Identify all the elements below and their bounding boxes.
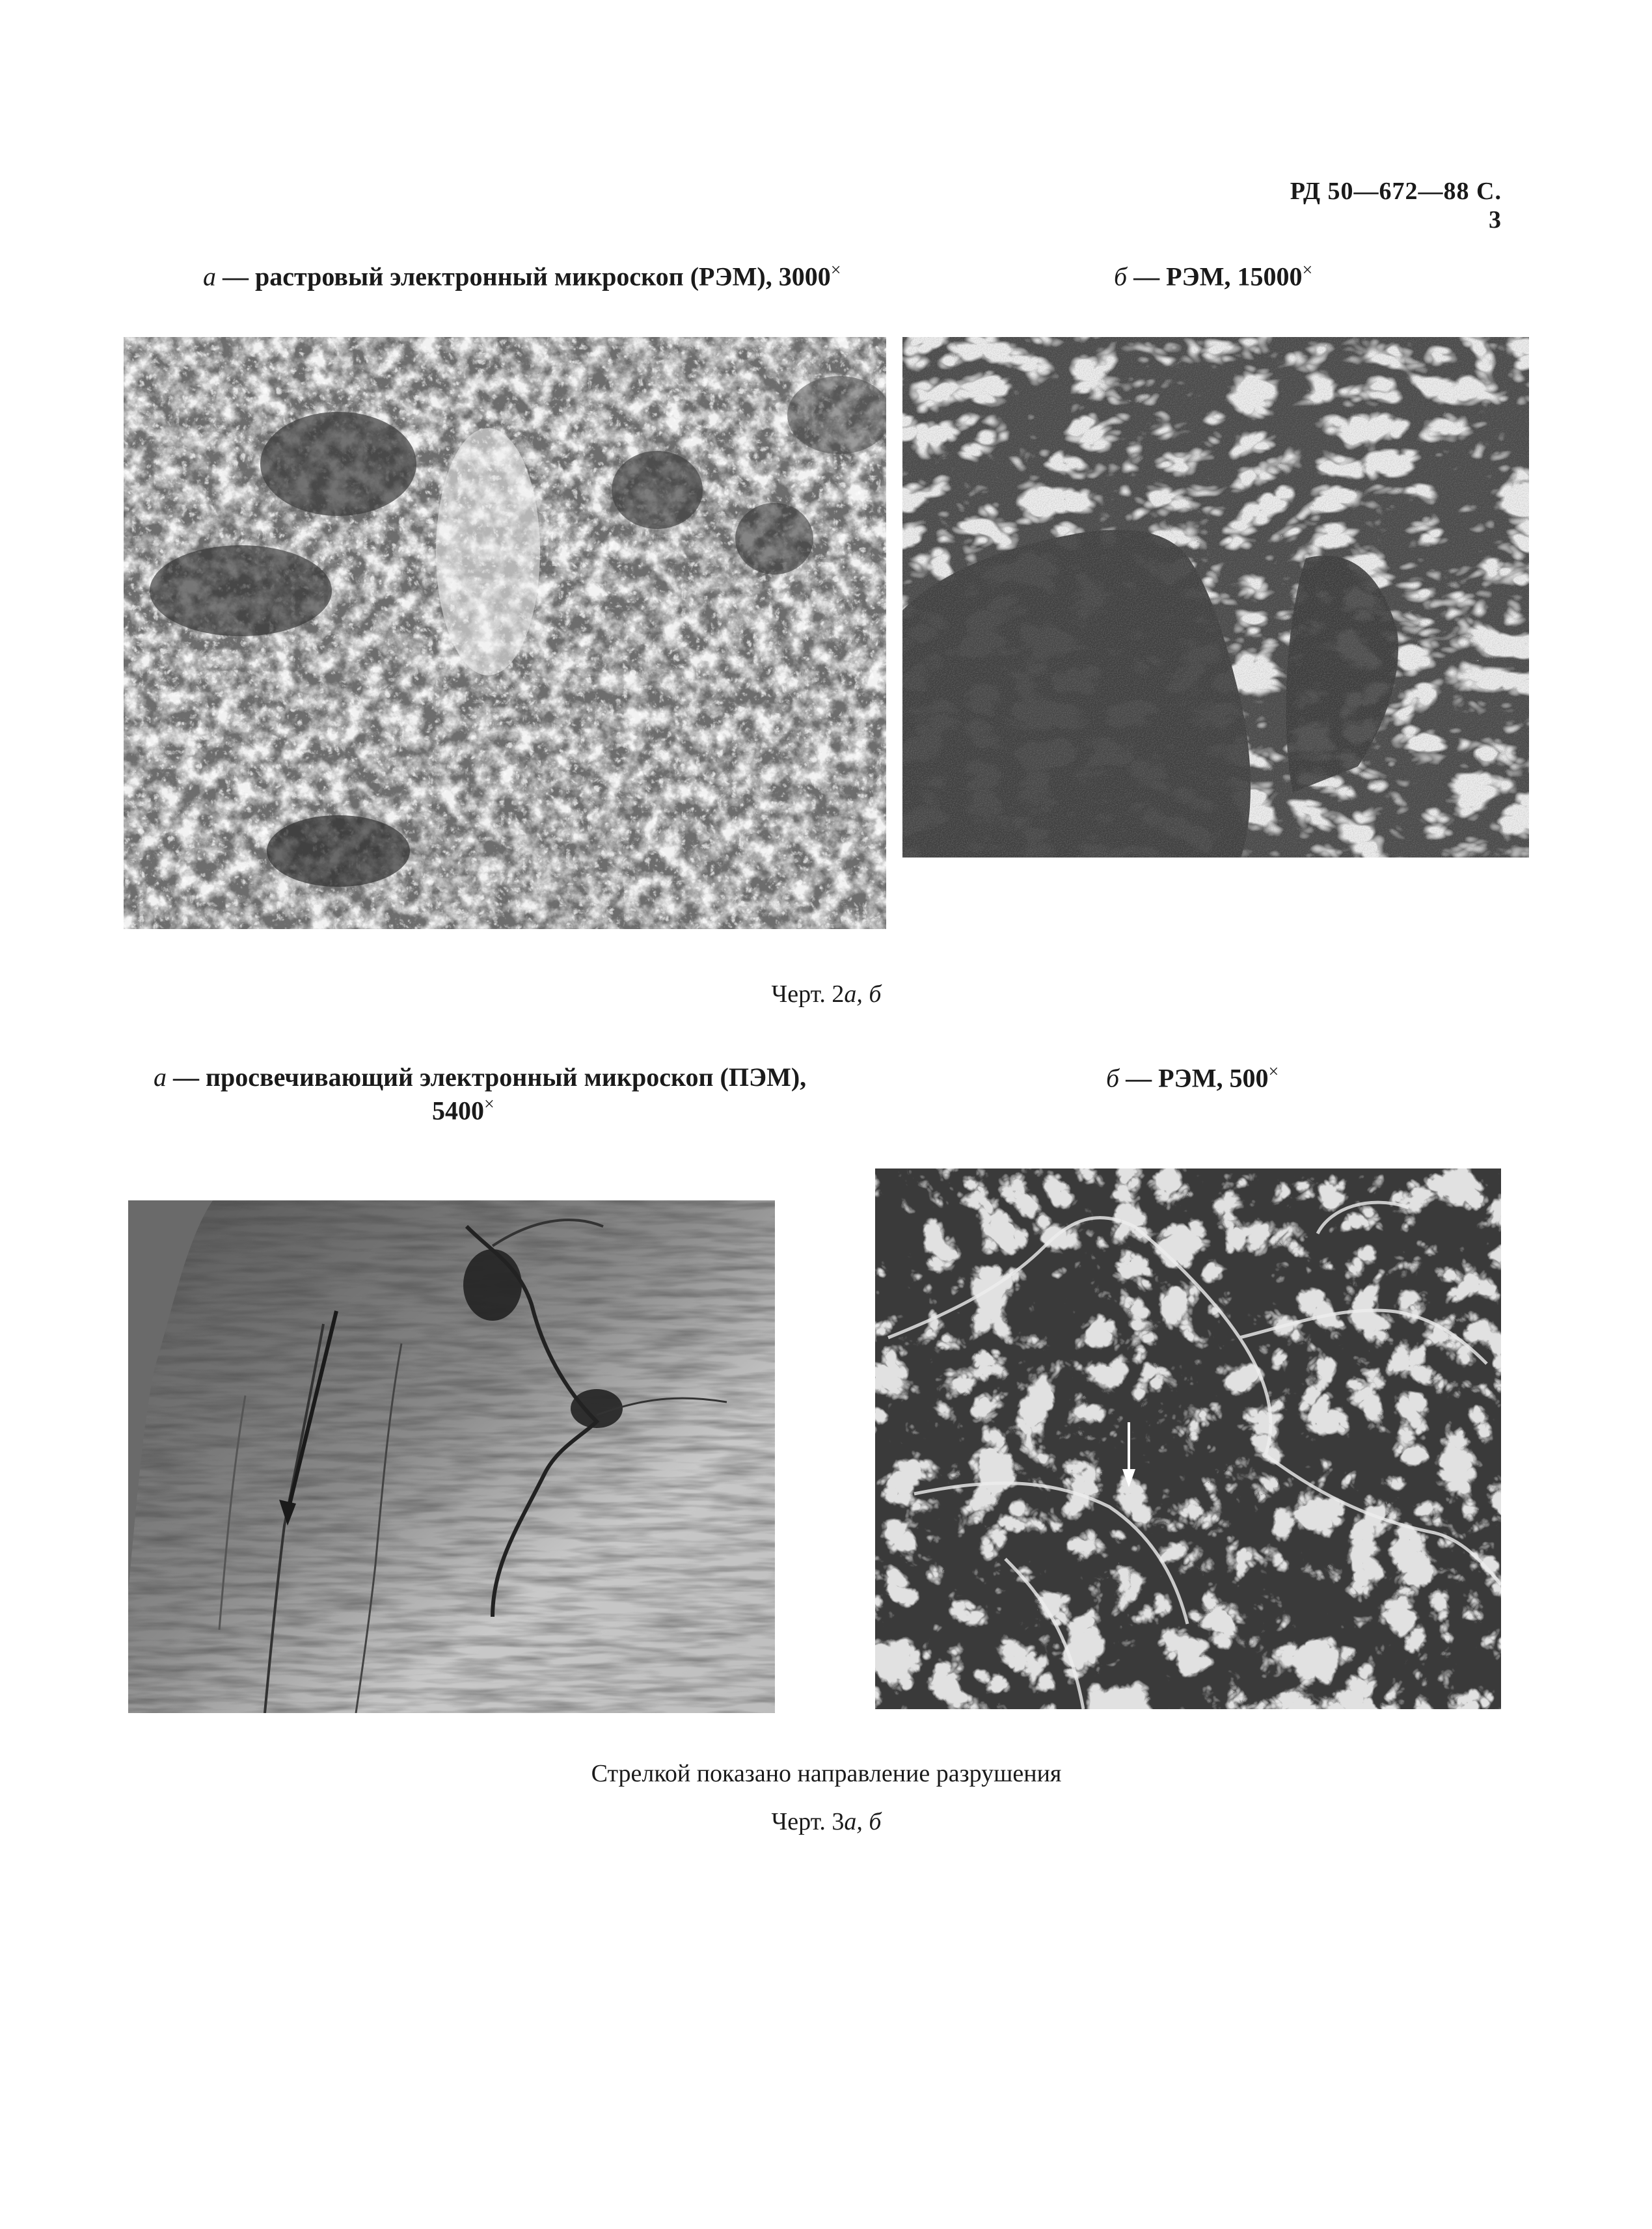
- fig2b-letter: б: [1114, 262, 1128, 291]
- fig2b-micrograph: [902, 337, 1529, 858]
- page-header: РД 50—672—88 С. 3: [1290, 178, 1502, 234]
- fig2-caption-prefix: Черт. 2: [771, 980, 845, 1008]
- fig2-caption-italic: а, б: [844, 980, 882, 1008]
- fig3a-text: — просвечивающий электронный микроскоп (ПЭМ),: [167, 1062, 807, 1092]
- fig3b-label: [1106, 1062, 1279, 1093]
- times-sign: ×: [1302, 260, 1313, 280]
- fig2b-text: — РЭМ, 15000: [1127, 262, 1303, 291]
- fig3a-micrograph: [128, 1200, 775, 1713]
- fig2a-letter: а: [203, 262, 216, 291]
- fig3-note: Стрелкой показано направление разрушения: [591, 1760, 1062, 1787]
- fig3a-magnification: 5400: [432, 1096, 484, 1126]
- fig3a-label-line2: [432, 1094, 494, 1126]
- fig3b-text: — РЭМ, 500: [1119, 1063, 1269, 1093]
- fig3a-label: [154, 1062, 806, 1092]
- times-sign: ×: [1268, 1062, 1279, 1082]
- fig3b-micrograph: [875, 1169, 1501, 1709]
- fig2a-micrograph: [124, 337, 886, 929]
- fig3a-letter: а: [154, 1062, 167, 1092]
- fig3-caption: [696, 1807, 956, 1836]
- fig3-caption-prefix: Черт. 3: [771, 1808, 845, 1835]
- fig3-caption-italic: а, б: [844, 1808, 882, 1835]
- fig2-caption: [696, 980, 956, 1008]
- fig2b-label: [1114, 260, 1312, 291]
- fig3b-letter: б: [1106, 1063, 1120, 1093]
- times-sign: ×: [484, 1094, 494, 1114]
- fig2a-label: [203, 260, 841, 291]
- times-sign: ×: [830, 260, 841, 280]
- fig2a-text: — растровый электронный микроскоп (РЭМ), 3000: [216, 262, 831, 291]
